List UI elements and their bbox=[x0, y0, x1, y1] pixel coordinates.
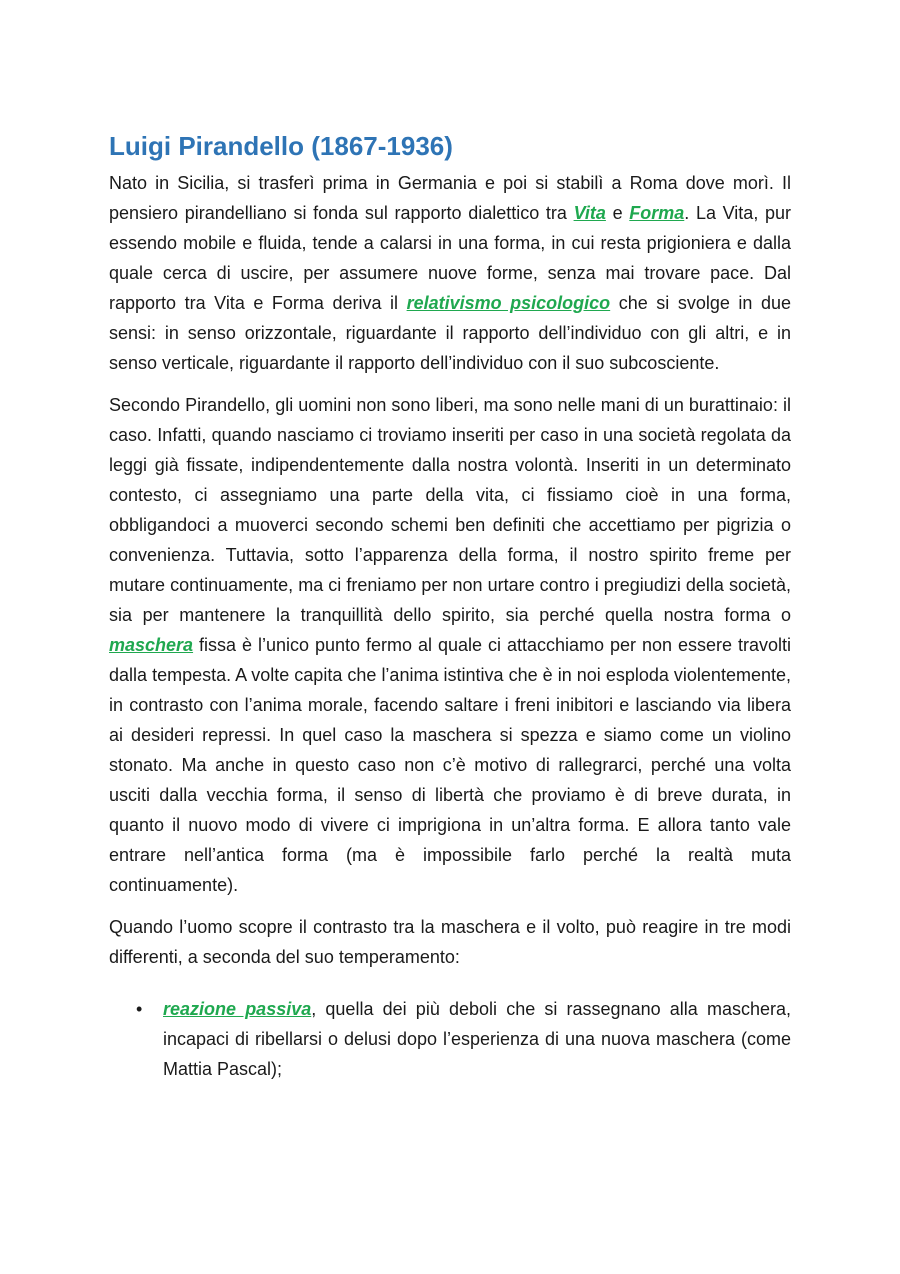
paragraph-text: fissa è l’unico punto fermo al quale ci attacchiamo per non essere travolti dalla tempesta. A volte capita che l’anima istintiva che è in noi esploda violentemente, in contrasto con l’anima morale, facendo saltare i freni inibitori e lasciando via libera ai desideri repressi. In quel caso la maschera si spezza e siamo come un violino stonato. Ma anche in questo caso non c’è motivo di rallegrarci, perché una volta usciti dalla vecchia forma, il senso di libertà che proviamo è di breve durata, in quanto il nuovo modo di vivere ci imprigiona in un’altra forma. E allora tanto vale entrare nell’antica forma (ma è impossibile farlo perché la realtà muta continuamente). bbox=[109, 635, 791, 895]
reaction-list bbox=[109, 994, 791, 1084]
paragraph-text: e bbox=[605, 203, 630, 223]
paragraph-text: Nato in Sicilia, si trasferì prima in Germania e poi si stabilì a Roma dove morì. Il pensiero pirandelliano si fonda sul rapporto dialettico tra bbox=[109, 173, 791, 223]
page-title: Luigi Pirandello (1867-1936) bbox=[109, 131, 453, 161]
paragraph-text: . La Vita, pur essendo mobile e fluida, tende a calarsi in una forma, in cui resta prigioniera e dalla quale cerca di uscire, per assumere nuove forme, senza mai trovare pace. Dal rapporto tra Vita e Forma deriva il bbox=[109, 203, 792, 313]
keyword-relativismo-psicologico: relativismo psicologico bbox=[406, 293, 611, 313]
list-item bbox=[109, 994, 791, 1084]
keyword-maschera: maschera bbox=[109, 635, 194, 655]
paragraph-text: che si svolge in due sensi: in senso orizzontale, riguardante il rapporto dell’individuo con gli altri, e in senso verticale, riguardante il rapporto dell’individuo con il suo subcosciente. bbox=[109, 293, 791, 373]
paragraph-intro bbox=[109, 168, 791, 378]
paragraph-text: Secondo Pirandello, gli uomini non sono liberi, ma sono nelle mani di un burattinaio: il caso. Infatti, quando nasciamo ci troviamo inseriti per caso in una società regolata da leggi già fissate, indipendentemente dalla nostra volontà. Inseriti in un determinato contesto, ci assegniamo una parte della vita, ci fissiamo cioè in una forma, obbligandoci a muoverci secondo schemi ben definiti che accettiamo per pigrizia o convenienza. Tuttavia, sotto l’apparenza della forma, il nostro spirito freme per mutare continuamente, ma ci freniamo per non urtare contro i pregiudizi della società, sia per mantenere la tranquillità dello spirito, sia perché quella nostra forma o bbox=[109, 395, 791, 625]
paragraph-caso bbox=[109, 390, 791, 900]
paragraph-reazioni: Quando l’uomo scopre il contrasto tra la maschera e il volto, può reagire in tre modi differenti, a seconda del suo temperamento: bbox=[109, 917, 791, 967]
document-page bbox=[109, 128, 791, 1084]
keyword-forma: Forma bbox=[629, 203, 685, 223]
bullet-icon: • bbox=[136, 999, 143, 1019]
keyword-reazione-passiva: reazione passiva bbox=[163, 999, 312, 1019]
keyword-vita: Vita bbox=[573, 203, 606, 223]
list-item-text: , quella dei più deboli che si rassegnano alla maschera, incapaci di ribellarsi o delusi dopo l’esperienza di una nuova maschera (come Mattia Pascal); bbox=[163, 999, 791, 1079]
